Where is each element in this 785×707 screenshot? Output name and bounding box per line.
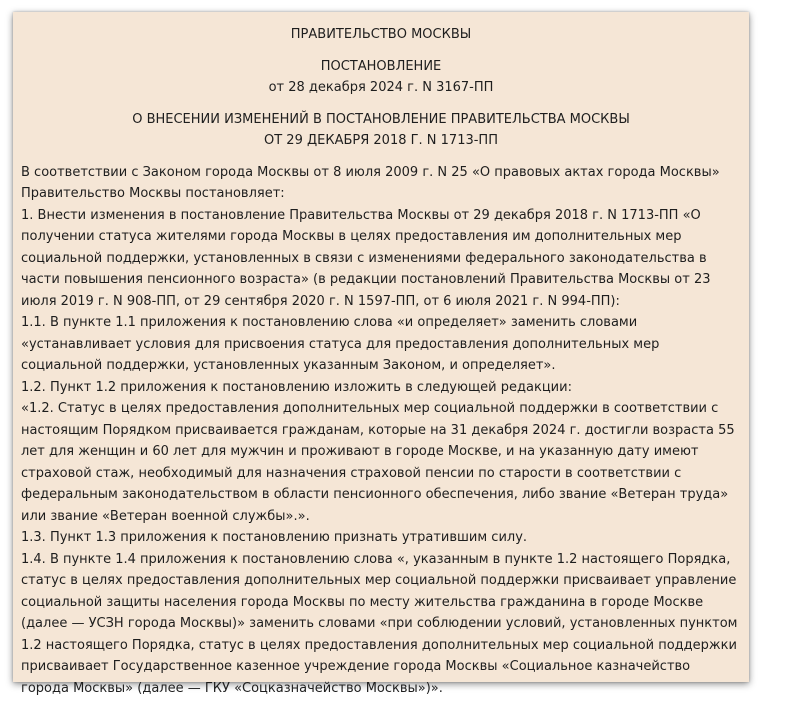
paragraph-item-1-1: 1.1. В пункте 1.1 приложения к постановлению слова «и определяет» заменить словами «устанавливает условия для присвоения статуса для предоставления дополнительных мер социальной поддержки, установленных указанным Законом, и определяет».: [21, 315, 660, 373]
document-body: [21, 162, 741, 700]
paragraph-item-1-4: 1.4. В пункте 1.4 приложения к постановлению слова «, указанным в пункте 1.2 настоящего Порядка, статус в целях предоставления дополнительных мер социальной поддержки присваивает управление социальной защиты населения города Москвы по месту жительства гражданина в городе Москве (далее — УСЗН города Москвы)» заменить словами «при соблюдении условий, установленных пунктом 1.2 настоящего Порядка, статус в целях предоставления дополнительных мер социальной поддержки присваивает Государственное казенное учреждение города Москвы «Социальное казначейство города Москвы» (далее — ГКУ «Соцказначейство Москвы»)».: [21, 551, 738, 696]
document-type: ПОСТАНОВЛЕНИЕ: [320, 58, 442, 74]
document-title-line-2: ОТ 29 ДЕКАБРЯ 2018 Г. N 1713-ПП: [264, 133, 498, 148]
organization-name: ПРАВИТЕЛЬСТВО МОСКВЫ: [290, 27, 472, 42]
paragraph-item-1-2-text: «1.2. Статус в целях предоставления дополнительных мер социальной поддержки в соответствии с настоящим Порядком присваивается гражданам, которые на 31 декабря 2024 г. достигли возраста 55 лет для женщин и 60 лет для мужчин и проживают в городе Москве, и на указанную дату имеют страховой стаж, необходимый для назначения страховой пенсии по старости в соответствии с федеральным законодательством в области пенсионного обеспечения, либо звание «Ветеран труда» или звание «Ветеран военной службы».».: [21, 401, 735, 524]
paragraph-preamble: В соответствии с Законом города Москвы от 8 июля 2009 г. N 25 «О правовых актах города Москвы» Правительство Москвы постановляет:: [21, 164, 720, 201]
document-title-line-1: О ВНЕСЕНИИ ИЗМЕНЕНИЙ В ПОСТАНОВЛЕНИЕ ПРАВИТЕЛЬСТВА МОСКВЫ: [132, 111, 630, 127]
document-page: [13, 12, 749, 696]
paragraph-item-1-2: 1.2. Пункт 1.2 приложения к постановлению изложить в следующей редакции:: [21, 379, 572, 395]
document-date-number: от 28 декабря 2024 г. N 3167-ПП: [268, 80, 494, 95]
paragraph-item-1: 1. Внести изменения в постановление Правительства Москвы от 29 декабря 2018 г. N 1713-ПП «О получении статуса жителями города Москвы в целях предоставления им дополнительных мер социальной поддержки, установленных в связи с изменениями федерального законодательства в части повышения пенсионного возраста» (в редакции постановлений Правительства Москвы от 23 июля 2019 г. N 908-ПП, от 29 сентября 2020 г. N 1597-ПП, от 6 июля 2021 г. N 994-ПП):: [21, 207, 711, 309]
paragraph-item-1-3: 1.3. Пункт 1.3 приложения к постановлению признать утратившим силу.: [21, 530, 528, 545]
